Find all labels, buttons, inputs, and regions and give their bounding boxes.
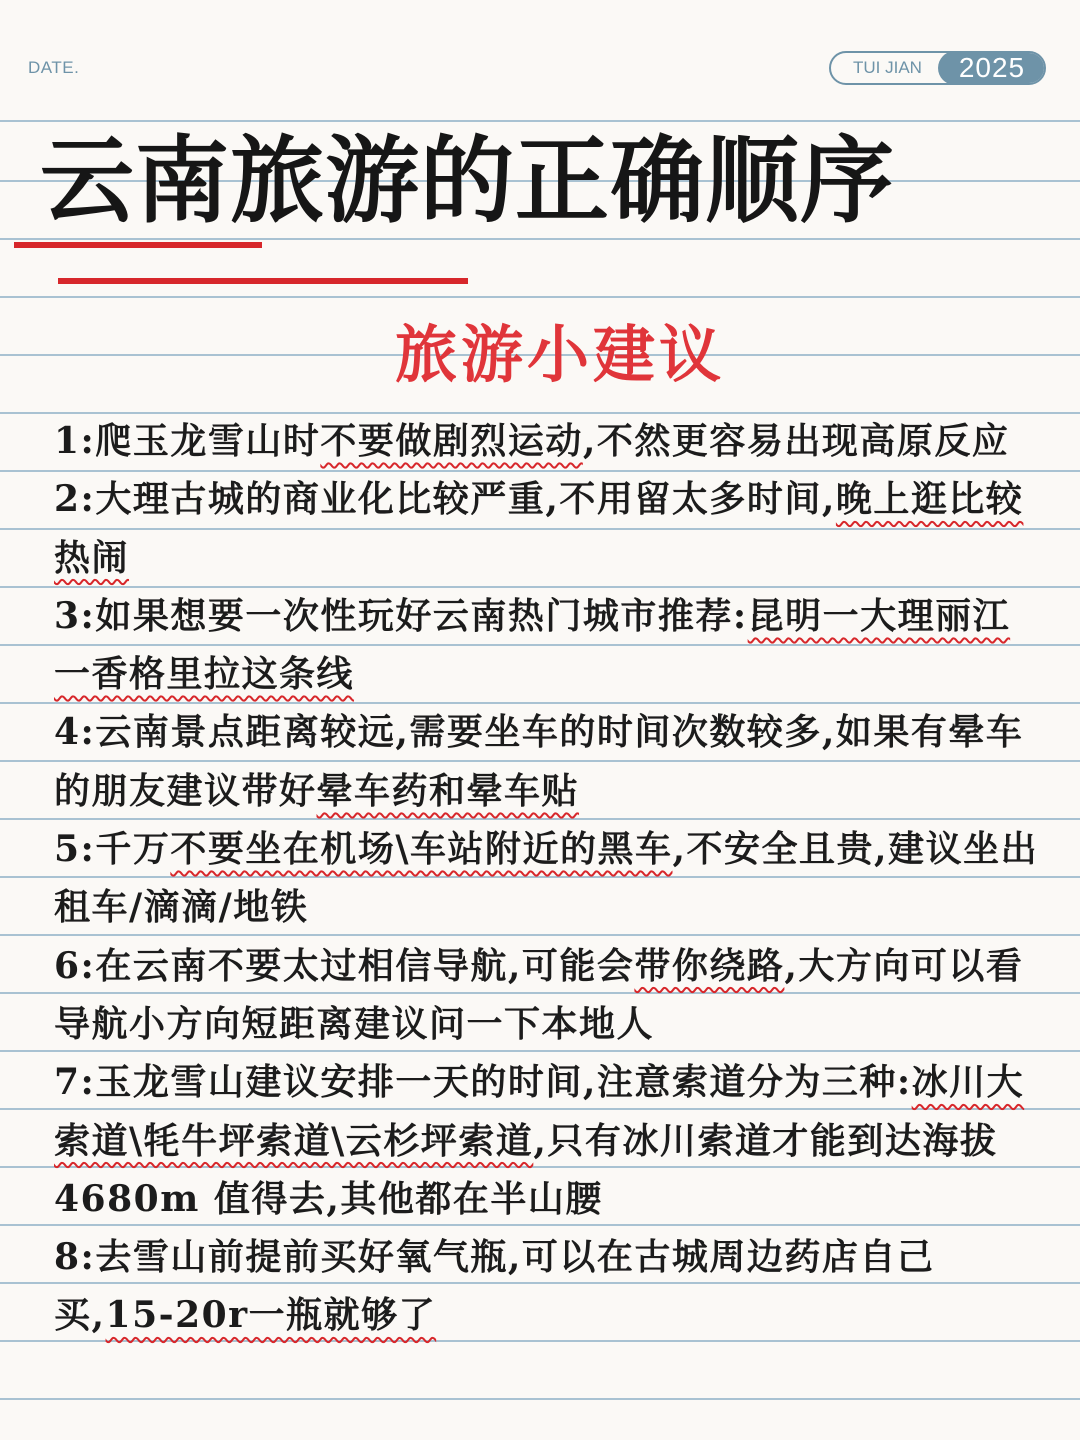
date-label: DATE.	[28, 58, 80, 77]
tip-highlight: 15-20r一瓶就够了	[105, 1294, 437, 1337]
tip-highlight: 晕车药和晕车贴	[316, 769, 580, 812]
tip-text: 1:爬玉龙雪山时	[54, 420, 321, 462]
tip-item	[54, 937, 1044, 1054]
tip-text: 2:大理古城的商业化比较严重,不用留太多时间,	[54, 478, 836, 521]
tip-highlight: 带你绕路	[634, 944, 785, 987]
tips-list	[54, 412, 1044, 1345]
tip-highlight: 冰川大索道\牦牛坪索道\云杉坪索道	[54, 1061, 1025, 1162]
tip-item	[54, 1053, 1044, 1228]
tip-text: ,大方向可以看导航小方向短距离建议问一下本地人	[54, 944, 1024, 1045]
badge-year: 2025	[938, 51, 1046, 85]
tip-item	[54, 1228, 1044, 1345]
tip-text: 8:去雪山前提前买好氧气瓶,可以在古城周边药店自己买,	[54, 1236, 935, 1337]
tip-highlight: 不要做剧烈运动	[320, 420, 583, 462]
ruled-line	[0, 1398, 1080, 1400]
page-title: 云南旅游的正确顺序	[40, 126, 896, 236]
tip-text: 4:云南景点距离较远,需要坐车的时间次数较多,如果有晕车的朋友建议带好	[54, 711, 1024, 812]
tip-highlight: 昆明一大理丽江一香格里拉这条线	[54, 594, 1011, 696]
tip-text: ,不安全且贵,建议坐出租车/滴滴/地铁	[54, 828, 1039, 929]
tip-text: ,只有冰川索道才能到达海拔4680m 值得去,其他都在半山腰	[54, 1119, 998, 1220]
tip-text: 7:玉龙雪山建议安排一天的时间,注意索道分为三种:	[54, 1061, 912, 1104]
tip-item	[54, 820, 1044, 937]
badge-label: TUI JIAN	[853, 58, 922, 77]
year-badge	[829, 51, 1046, 85]
tip-text: 5:千万	[54, 828, 171, 871]
tip-highlight: 晚上逛比较热闹	[54, 478, 1024, 579]
subtitle: 旅游小建议	[394, 318, 725, 391]
title-underline-long	[58, 278, 468, 284]
tip-text: ,不然更容易出现高原反应	[582, 420, 1010, 462]
tip-highlight: 不要坐在机场\车站附近的黑车	[170, 828, 673, 871]
tip-text: 3:如果想要一次性玩好云南热门城市推荐:	[54, 594, 748, 637]
tip-item	[54, 587, 1044, 704]
tip-text: 6:在云南不要太过相信导航,可能会	[54, 944, 635, 987]
tip-item	[54, 470, 1044, 587]
title-underline-short	[14, 242, 262, 248]
tip-item	[54, 703, 1044, 820]
ruled-line	[0, 296, 1080, 298]
tip-item	[54, 412, 1044, 470]
